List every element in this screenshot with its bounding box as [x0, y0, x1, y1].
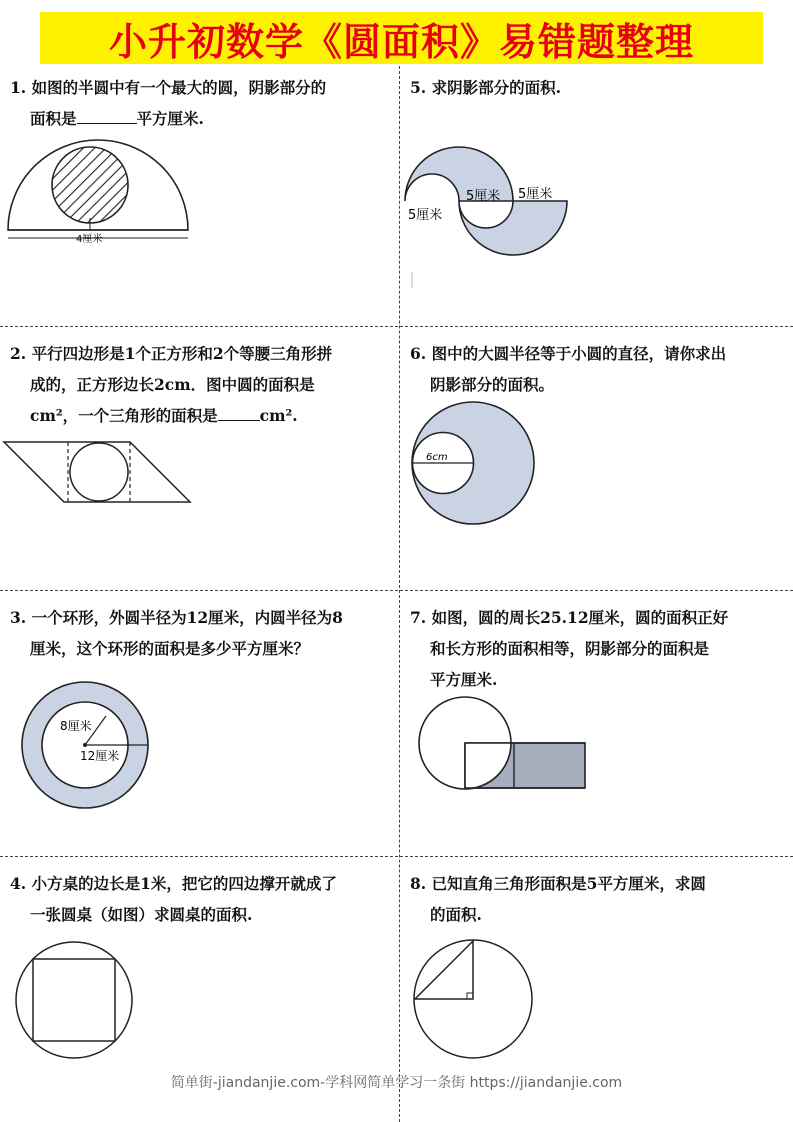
two-circles-figure — [410, 400, 540, 530]
problem-text: 成的，正方形边长2cm．图中圆的面积是 — [30, 375, 315, 394]
right-triangle — [415, 941, 473, 999]
problem-2 — [10, 338, 395, 431]
semicircle-figure — [0, 140, 200, 250]
title-banner — [40, 12, 763, 64]
problem-3 — [10, 602, 395, 664]
parallelogram-figure — [0, 436, 200, 508]
unit-text: cm². — [259, 406, 298, 425]
table-square — [33, 959, 115, 1041]
problem-number: 1. — [10, 78, 27, 97]
problem-text: cm²，一个三角形的面积是 — [30, 406, 218, 425]
problem-5 — [410, 72, 790, 103]
hatched-circle — [52, 147, 128, 223]
problem-text: 已知直角三角形面积是5平方厘米，求圆 — [431, 874, 706, 893]
lower-shaded-arc — [459, 201, 567, 255]
figure-label: 12厘米 — [80, 749, 120, 763]
problem-text: 面积是 — [30, 109, 77, 128]
problem-text: 平方厘米. — [430, 670, 498, 689]
problem-text: 如图，圆的周长25.12厘米，圆的面积正好 — [431, 608, 729, 627]
parallelogram-outline — [4, 442, 190, 502]
problem-number: 2. — [10, 344, 27, 363]
problem-text: 平行四边形是1个正方形和2个等腰三角形拼 — [31, 344, 333, 363]
problem-text: 小方桌的边长是1米，把它的四边撑开就成了 — [31, 874, 337, 893]
problem-number: 5. — [410, 78, 427, 97]
answer-blank[interactable] — [218, 402, 260, 421]
round-table-figure — [12, 940, 142, 1065]
answer-blank[interactable] — [77, 105, 137, 124]
row-divider-3 — [0, 856, 793, 857]
problem-number: 8. — [410, 874, 427, 893]
figure-label: 5厘米 — [466, 189, 501, 204]
figure-label: 6cm — [426, 452, 448, 463]
problem-number: 3. — [10, 608, 27, 627]
problem-text: 求阴影部分的面积. — [431, 78, 561, 97]
page-title: 小升初数学《圆面积》易错题整理 — [108, 19, 694, 64]
problem-number: 7. — [410, 608, 427, 627]
problem-7 — [410, 602, 790, 695]
problem-text: 阴影部分的面积。 — [430, 375, 555, 394]
problem-1 — [10, 72, 395, 134]
figure-label: 8厘米 — [60, 719, 92, 733]
row-divider-2 — [0, 590, 793, 591]
problem-8 — [410, 868, 790, 930]
figure-label: 5厘米 — [518, 187, 553, 202]
problem-4 — [10, 868, 395, 930]
problem-text: 一个环形，外圆半径为12厘米，内圆半径为8 — [31, 608, 343, 627]
problem-text: 一张圆桌（如图）求圆桌的面积. — [30, 905, 253, 924]
unit-text: 平方厘米. — [136, 109, 204, 128]
figure-label: 5厘米 — [408, 208, 443, 223]
problem-text: 如图的半圆中有一个最大的圆，阴影部分的 — [31, 78, 327, 97]
problem-number: 6. — [410, 344, 427, 363]
problem-number: 4. — [10, 874, 27, 893]
problem-text: 厘米，这个环形的面积是多少平方厘米？ — [30, 639, 310, 658]
row-divider-1 — [0, 326, 793, 327]
problem-text: 的面积. — [430, 905, 482, 924]
triangle-circle-figure — [412, 938, 542, 1063]
problem-6 — [410, 338, 790, 400]
problem-text: 和长方形的面积相等，阴影部分的面积是 — [430, 639, 710, 658]
figure-label: 4厘米 — [76, 234, 103, 245]
footer-watermark: 简单街-jiandanjie.com-学科网简单学习一条街 https://jiandanjie.com — [170, 1075, 623, 1091]
ring-figure — [20, 680, 160, 820]
inscribed-circle — [70, 443, 128, 501]
circle-rectangle-figure — [410, 694, 600, 794]
problem-text: 图中的大圆半径等于小圆的直径，请你求出 — [431, 344, 727, 363]
s-shape-figure — [400, 138, 585, 288]
